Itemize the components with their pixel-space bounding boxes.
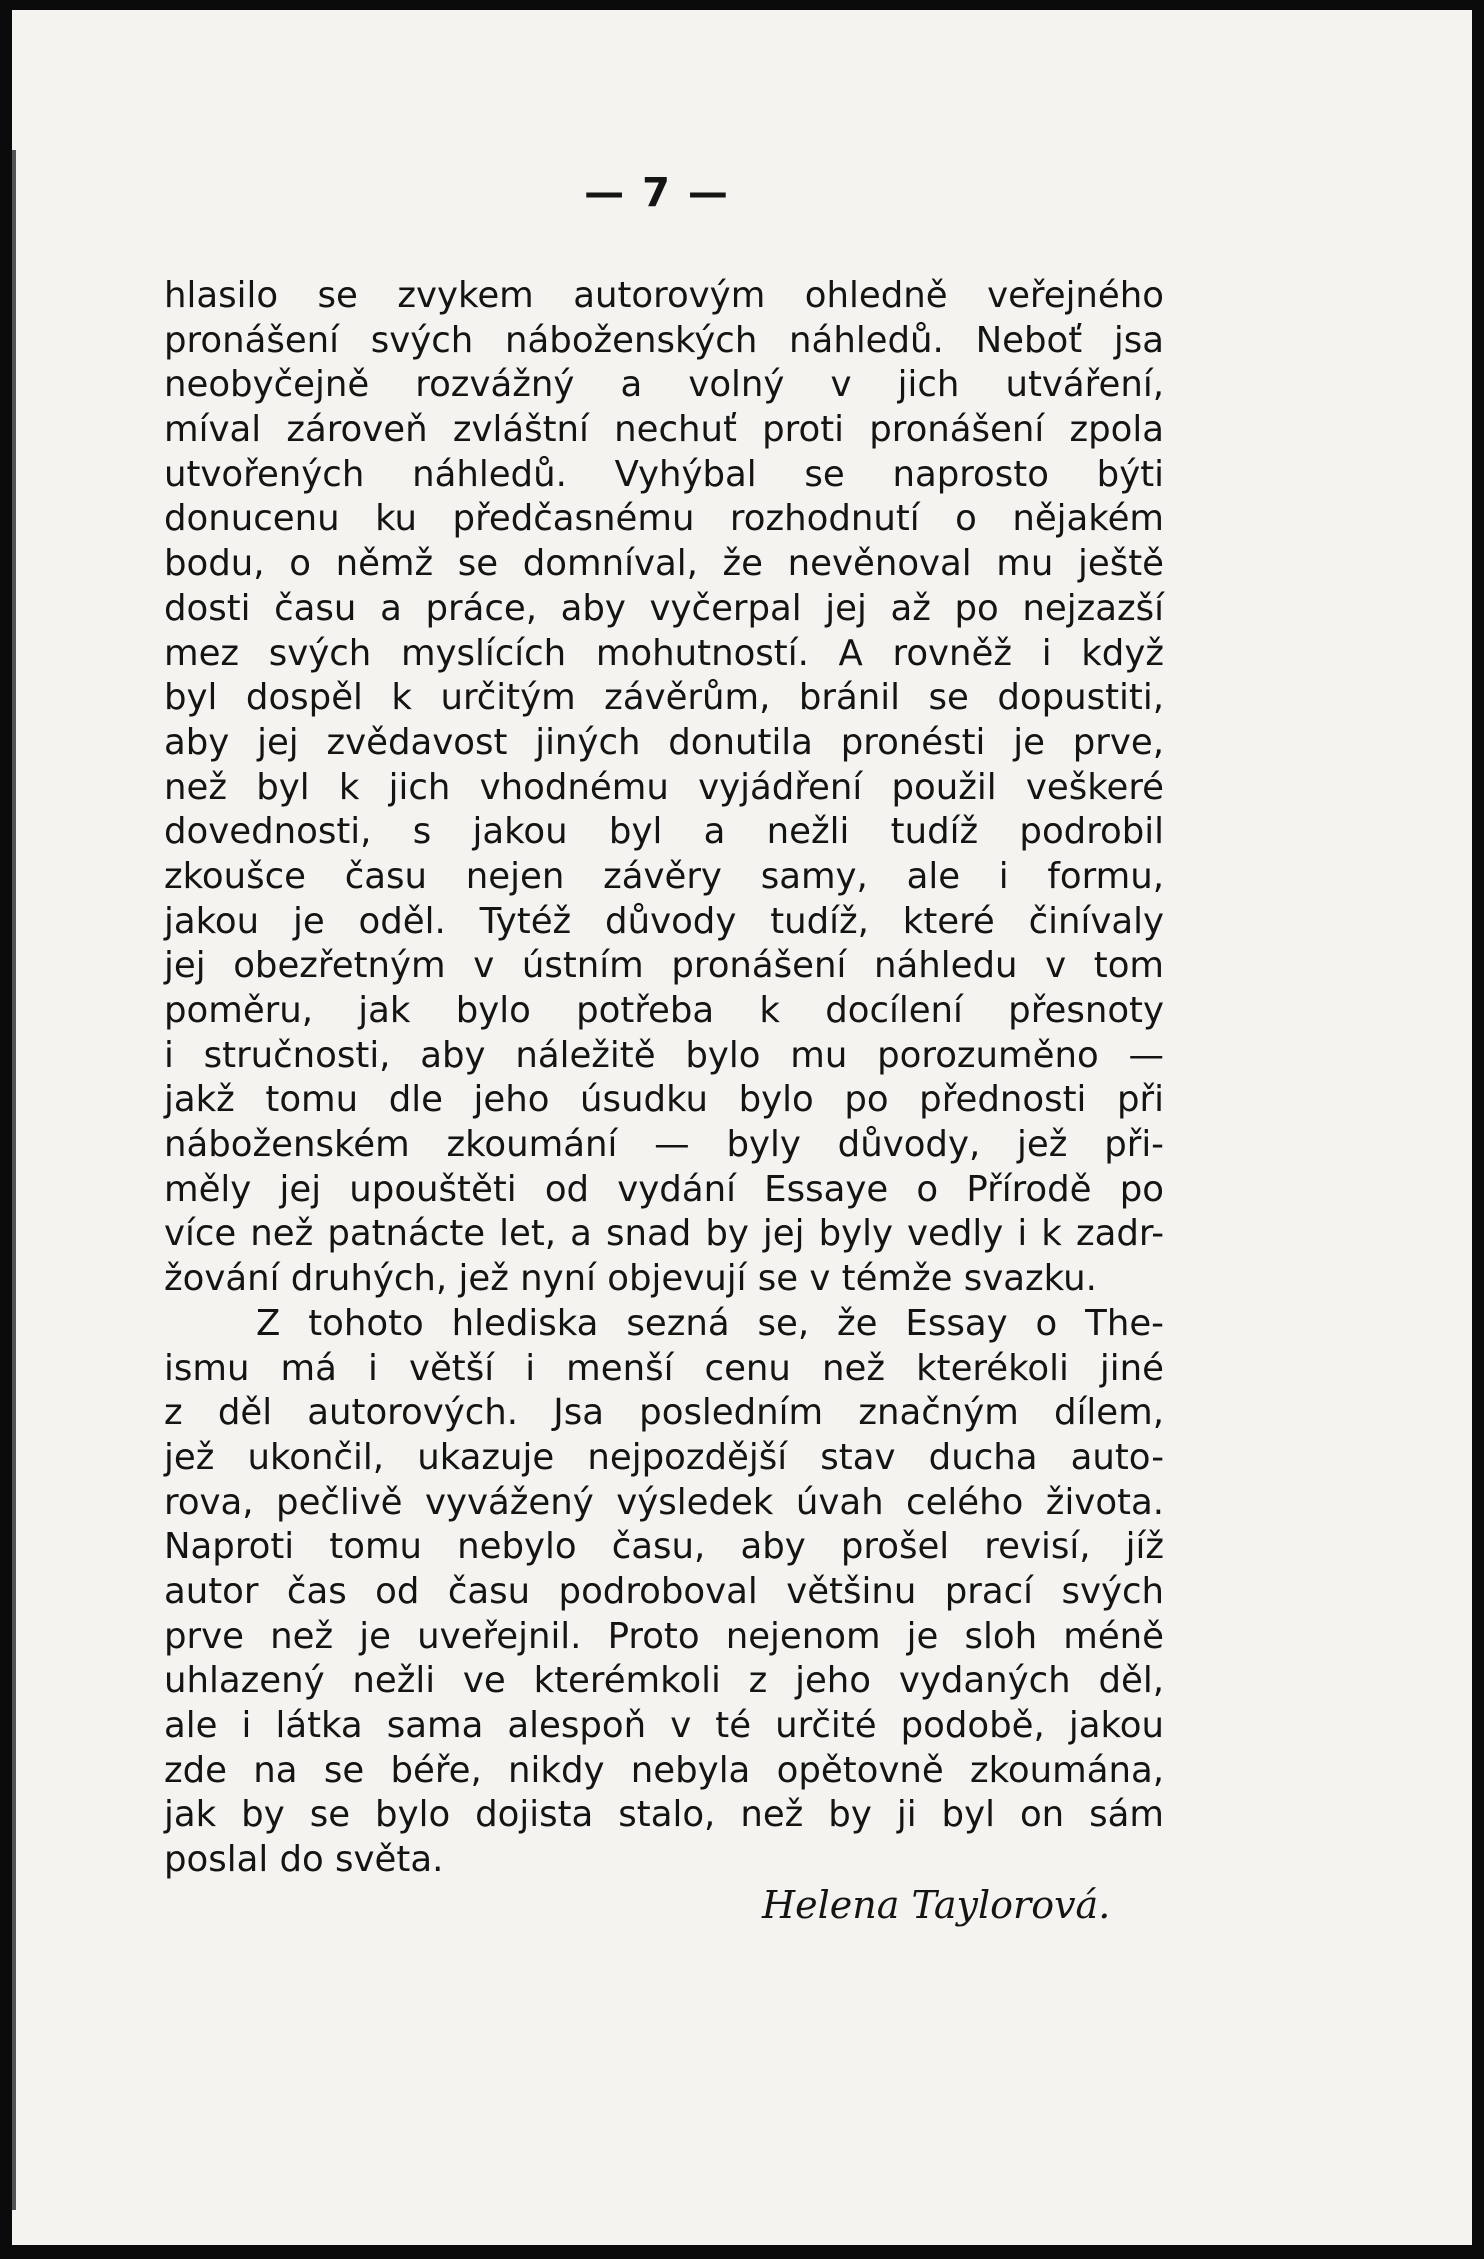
text-line: dosti času a práce, aby vyčerpal jej až po nejzazší — [164, 587, 1164, 629]
text-line: žování druhých, jež nyní objevují se v témže svazku. — [164, 1258, 1097, 1300]
text-line: zde na se béře, nikdy nebyla opětovně zkoumána, — [164, 1749, 1164, 1791]
text-line: autor čas od času podroboval většinu prací svých — [164, 1570, 1164, 1612]
text-line: Naproti tomu nebylo času, aby prošel revisí, jíž — [164, 1526, 1164, 1568]
text-line: pronášení svých náboženských náhledů. Neboť jsa — [164, 319, 1164, 361]
text-line: měly jej upouštěti od vydání Essaye o Přírodě po — [164, 1168, 1164, 1210]
text-line: byl dospěl k určitým závěrům, bránil se dopustiti, — [164, 677, 1164, 719]
page-edge-shadow — [12, 150, 16, 2210]
text-line: uhlazený nežli ve kterémkoli z jeho vydaných děl, — [164, 1660, 1164, 1702]
text-line: poměru, jak bylo potřeba k docílení přesnoty — [164, 990, 1164, 1031]
text-line: než byl k jich vhodnému vyjádření použil veškeré — [164, 766, 1164, 808]
text-line: míval zároveň zvláštní nechuť proti pronášení zpola — [164, 409, 1164, 451]
text-line: jakž tomu dle jeho úsudku bylo po přednosti při — [164, 1079, 1164, 1121]
text-line: jakou je oděl. Tytéž důvody tudíž, které činívaly — [164, 900, 1164, 942]
text-line: dovednosti, s jakou byl a nežli tudíž podrobil — [164, 811, 1164, 853]
paragraph-2 — [164, 1302, 1164, 1883]
page-number: — 7 — — [584, 170, 730, 216]
text-line: ismu má i větší i menší cenu než kterékoli jiné — [164, 1347, 1164, 1389]
text-line: utvořených náhledů. Vyhýbal se naprosto býti — [164, 453, 1164, 495]
text-line: ale i látka sama alespoň v té určité podobě, jakou — [164, 1705, 1164, 1746]
text-line: jak by se bylo dojista stalo, než by ji byl on sám — [164, 1794, 1164, 1836]
text-line: poslal do světa. — [164, 1839, 444, 1881]
text-line: Z tohoto hlediska sezná se, že Essay o The- — [256, 1302, 1164, 1344]
text-line: zkoušce času nejen závěry samy, ale i formu, — [164, 855, 1164, 897]
text-line: náboženském zkoumání — byly důvody, jež při- — [164, 1124, 1164, 1166]
text-line: hlasilo se zvykem autorovým ohledně veřejného — [164, 275, 1164, 316]
text-line: více než patnácte let, a snad by jej byly vedly i k zadr- — [164, 1213, 1164, 1255]
text-line: jej obezřetným v ústním pronášení náhledu v tom — [164, 945, 1164, 987]
author-signature: Helena Taylorová. — [762, 1883, 1111, 1927]
text-line: prve než je uveřejnil. Proto nejenom je sloh méně — [164, 1615, 1164, 1657]
text-line: aby jej zvědavost jiných donutila pronésti je prve, — [164, 721, 1164, 763]
text-line: bodu, o němž se domníval, že nevěnoval mu ještě — [164, 543, 1164, 585]
paragraph-1 — [164, 274, 1164, 1302]
text-line: neobyčejně rozvážný a volný v jich utváření, — [164, 364, 1164, 406]
text-line: donucenu ku předčasnému rozhodnutí o nějakém — [164, 498, 1164, 540]
body-text — [164, 274, 1164, 1883]
text-line: mez svých myslících mohutností. A rovněž i když — [164, 632, 1164, 674]
text-line: i stručnosti, aby náležitě bylo mu porozuměno — — [164, 1034, 1164, 1076]
text-line: rova, pečlivě vyvážený výsledek úvah celého života. — [164, 1481, 1164, 1523]
text-line: jež ukončil, ukazuje nejpozdější stav ducha auto- — [164, 1436, 1164, 1478]
text-line: z děl autorových. Jsa posledním značným dílem, — [164, 1392, 1164, 1434]
book-page — [12, 10, 1472, 2245]
